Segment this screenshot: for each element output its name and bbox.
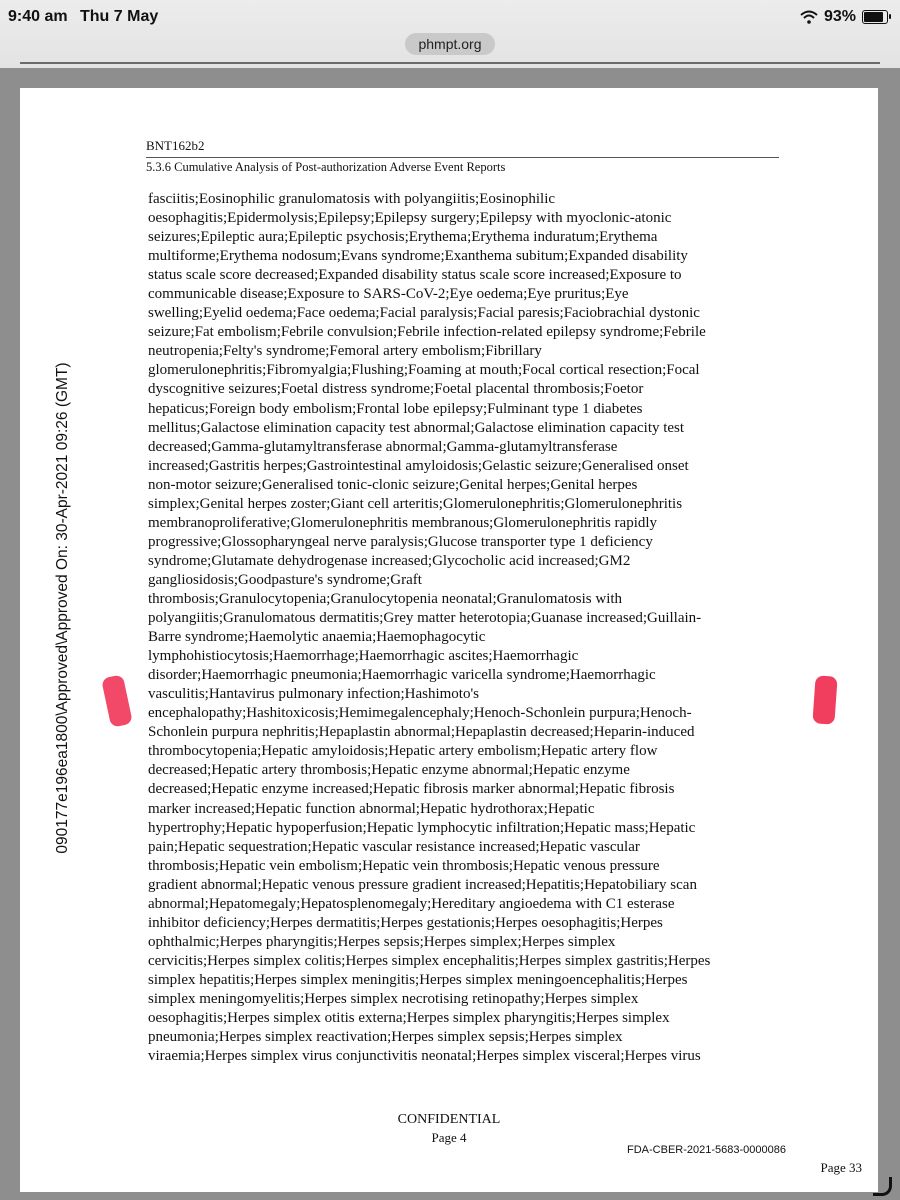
body-line: status scale score decreased;Expanded disability status scale score increased;Exposure to (148, 267, 682, 284)
battery-percent: 93% (823, 8, 856, 25)
wifi-icon (800, 10, 818, 24)
body-line: hypertrophy;Hepatic hypoperfusion;Hepatic lymphocytic infiltration;Hepatic mass;Hepatic (148, 819, 696, 836)
status-indicators (800, 8, 888, 26)
body-line: decreased;Gamma-glutamyltransferase abnormal;Gamma-glutamyltransferase (148, 438, 618, 455)
body-line: marker increased;Hepatic function abnormal;Hepatic hydrothorax;Hepatic (148, 800, 595, 817)
document-body (148, 190, 772, 1066)
confidential-label: CONFIDENTIAL (397, 1112, 501, 1127)
body-line: thrombosis;Granulocytopenia;Granulocytopenia neonatal;Granulomatosis with (148, 590, 623, 607)
highlight-mark-right (812, 675, 837, 724)
product-code: BNT162b2 (146, 138, 205, 153)
body-line: multiforme;Erythema nodosum;Evans syndrome;Exanthema subitum;Expanded disability (148, 248, 688, 265)
approval-stamp: 090177e196ea1800\Approved\Approved On: 30-Apr-2021 09:26 (GMT) (54, 362, 71, 854)
status-date: Thu 7 May (80, 8, 159, 25)
body-line: encephalopathy;Hashitoxicosis;Hemimegalencephaly;Henoch-Schonlein purpura;Henoch- (148, 705, 692, 722)
body-line: hepaticus;Foreign body embolism;Frontal lobe epilepsy;Fulminant type 1 diabetes (148, 400, 643, 417)
body-line: seizure;Fat embolism;Febrile convulsion;Febrile infection-related epilepsy syndrome;Febrile (148, 324, 706, 341)
footer-page-label: Page 4 (431, 1130, 467, 1145)
body-line: viraemia;Herpes simplex virus conjunctivitis neonatal;Herpes simplex visceral;Herpes virus (148, 1048, 701, 1065)
battery-icon (862, 10, 888, 24)
body-line: lymphohistiocytosis;Haemorrhage;Haemorrhagic ascites;Haemorrhagic (148, 648, 579, 665)
body-line: vasculitis;Hantavirus pulmonary infection;Hashimoto's (148, 686, 479, 703)
header-rule (146, 157, 779, 158)
body-line: increased;Gastritis herpes;Gastrointestinal amyloidosis;Gelastic seizure;Generalised onset (148, 457, 689, 474)
body-line: fasciitis;Eosinophilic granulomatosis with polyangiitis;Eosinophilic (148, 191, 556, 207)
body-line: Barre syndrome;Haemolytic anaemia;Haemophagocytic (148, 629, 486, 646)
body-line: abnormal;Hepatomegaly;Hepatosplenomegaly;Hereditary angioedema with C1 esterase (148, 895, 675, 912)
fda-code: FDA-CBER-2021-5683-0000086 (627, 1144, 786, 1156)
body-line: simplex meningomyelitis;Herpes simplex necrotising retinopathy;Herpes simplex (148, 990, 639, 1007)
body-line: swelling;Eyelid oedema;Face oedema;Facial paralysis;Facial paresis;Faciobrachial dystonic (148, 305, 700, 322)
body-line: thrombosis;Hepatic vein embolism;Hepatic vein thrombosis;Hepatic venous pressure (148, 857, 660, 874)
page-curl-icon (873, 1177, 892, 1196)
body-line: simplex;Genital herpes zoster;Giant cell arteritis;Glomerulonephritis;Glomerulonephritis (148, 495, 683, 512)
url-bar[interactable]: phmpt.org (405, 33, 495, 55)
body-line: inhibitor deficiency;Herpes dermatitis;Herpes gestationis;Herpes oesophagitis;Herpes (148, 914, 663, 931)
body-line: communicable disease;Exposure to SARS-CoV-2;Eye oedema;Eye pruritus;Eye (148, 286, 629, 303)
body-line: polyangiitis;Granulomatous dermatitis;Grey matter heterotopia;Guanase increased;Guillain- (148, 610, 702, 627)
body-line: oesophagitis;Herpes simplex otitis externa;Herpes simplex pharyngitis;Herpes simplex (148, 1010, 670, 1027)
status-time: 9:40 am (8, 8, 68, 25)
body-line: cervicitis;Herpes simplex colitis;Herpes simplex encephalitis;Herpes simplex gastritis;Herpes (148, 952, 711, 969)
body-line: glomerulonephritis;Fibromyalgia;Flushing;Foaming at mouth;Focal cortical resection;Focal (148, 362, 700, 379)
body-line: mellitus;Galactose elimination capacity test abnormal;Galactose elimination capacity test (148, 419, 685, 436)
body-line: ophthalmic;Herpes pharyngitis;Herpes sepsis;Herpes simplex;Herpes simplex (148, 933, 616, 950)
body-line: Schonlein purpura nephritis;Hepaplastin abnormal;Hepaplastin decreased;Heparin-induced (148, 724, 695, 741)
page-number: Page 33 (820, 1160, 862, 1175)
body-line: gradient abnormal;Hepatic venous pressure gradient increased;Hepatitis;Hepatobiliary scan (148, 876, 697, 893)
body-line: non-motor seizure;Generalised tonic-clonic seizure;Genital herpes;Genital herpes (148, 476, 638, 493)
body-line: syndrome;Glutamate dehydrogenase increased;Glycocholic acid increased;GM2 (148, 552, 631, 569)
body-line: membranoproliferative;Glomerulonephritis membranous;Glomerulonephritis rapidly (148, 514, 658, 531)
status-bar (0, 0, 900, 68)
body-line: thrombocytopenia;Hepatic amyloidosis;Hepatic artery embolism;Hepatic artery flow (148, 743, 658, 760)
body-line: pain;Hepatic sequestration;Hepatic vascular resistance increased;Hepatic vascular (148, 838, 640, 855)
toolbar-divider (20, 62, 880, 64)
body-line: neutropenia;Felty's syndrome;Femoral artery embolism;Fibrillary (148, 343, 542, 360)
body-line: disorder;Haemorrhagic pneumonia;Haemorrhagic varicella syndrome;Haemorrhagic (148, 667, 656, 684)
document-page (20, 88, 878, 1192)
body-line: pneumonia;Herpes simplex reactivation;Herpes simplex sepsis;Herpes simplex (148, 1029, 623, 1046)
body-line: gangliosidosis;Goodpasture's syndrome;Graft (148, 571, 422, 588)
body-line: dyscognitive seizures;Foetal distress syndrome;Foetal placental thrombosis;Foetor (148, 381, 644, 398)
document-header (146, 138, 779, 175)
body-line: progressive;Glossopharyngeal nerve paralysis;Glucose transporter type 1 deficiency (148, 533, 653, 550)
body-line: decreased;Hepatic enzyme increased;Hepatic fibrosis marker abnormal;Hepatic fibrosis (148, 781, 675, 798)
section-title: 5.3.6 Cumulative Analysis of Post-authorization Adverse Event Reports (146, 160, 506, 174)
body-line: seizures;Epileptic aura;Epileptic psychosis;Erythema;Erythema induratum;Erythema (148, 229, 658, 246)
body-line: decreased;Hepatic artery thrombosis;Hepatic enzyme abnormal;Hepatic enzyme (148, 762, 630, 779)
body-line: oesophagitis;Epidermolysis;Epilepsy;Epilepsy surgery;Epilepsy with myoclonic-atonic (148, 210, 672, 227)
body-line: simplex hepatitis;Herpes simplex meningitis;Herpes simplex meningoencephalitis;Herpes (148, 971, 688, 988)
